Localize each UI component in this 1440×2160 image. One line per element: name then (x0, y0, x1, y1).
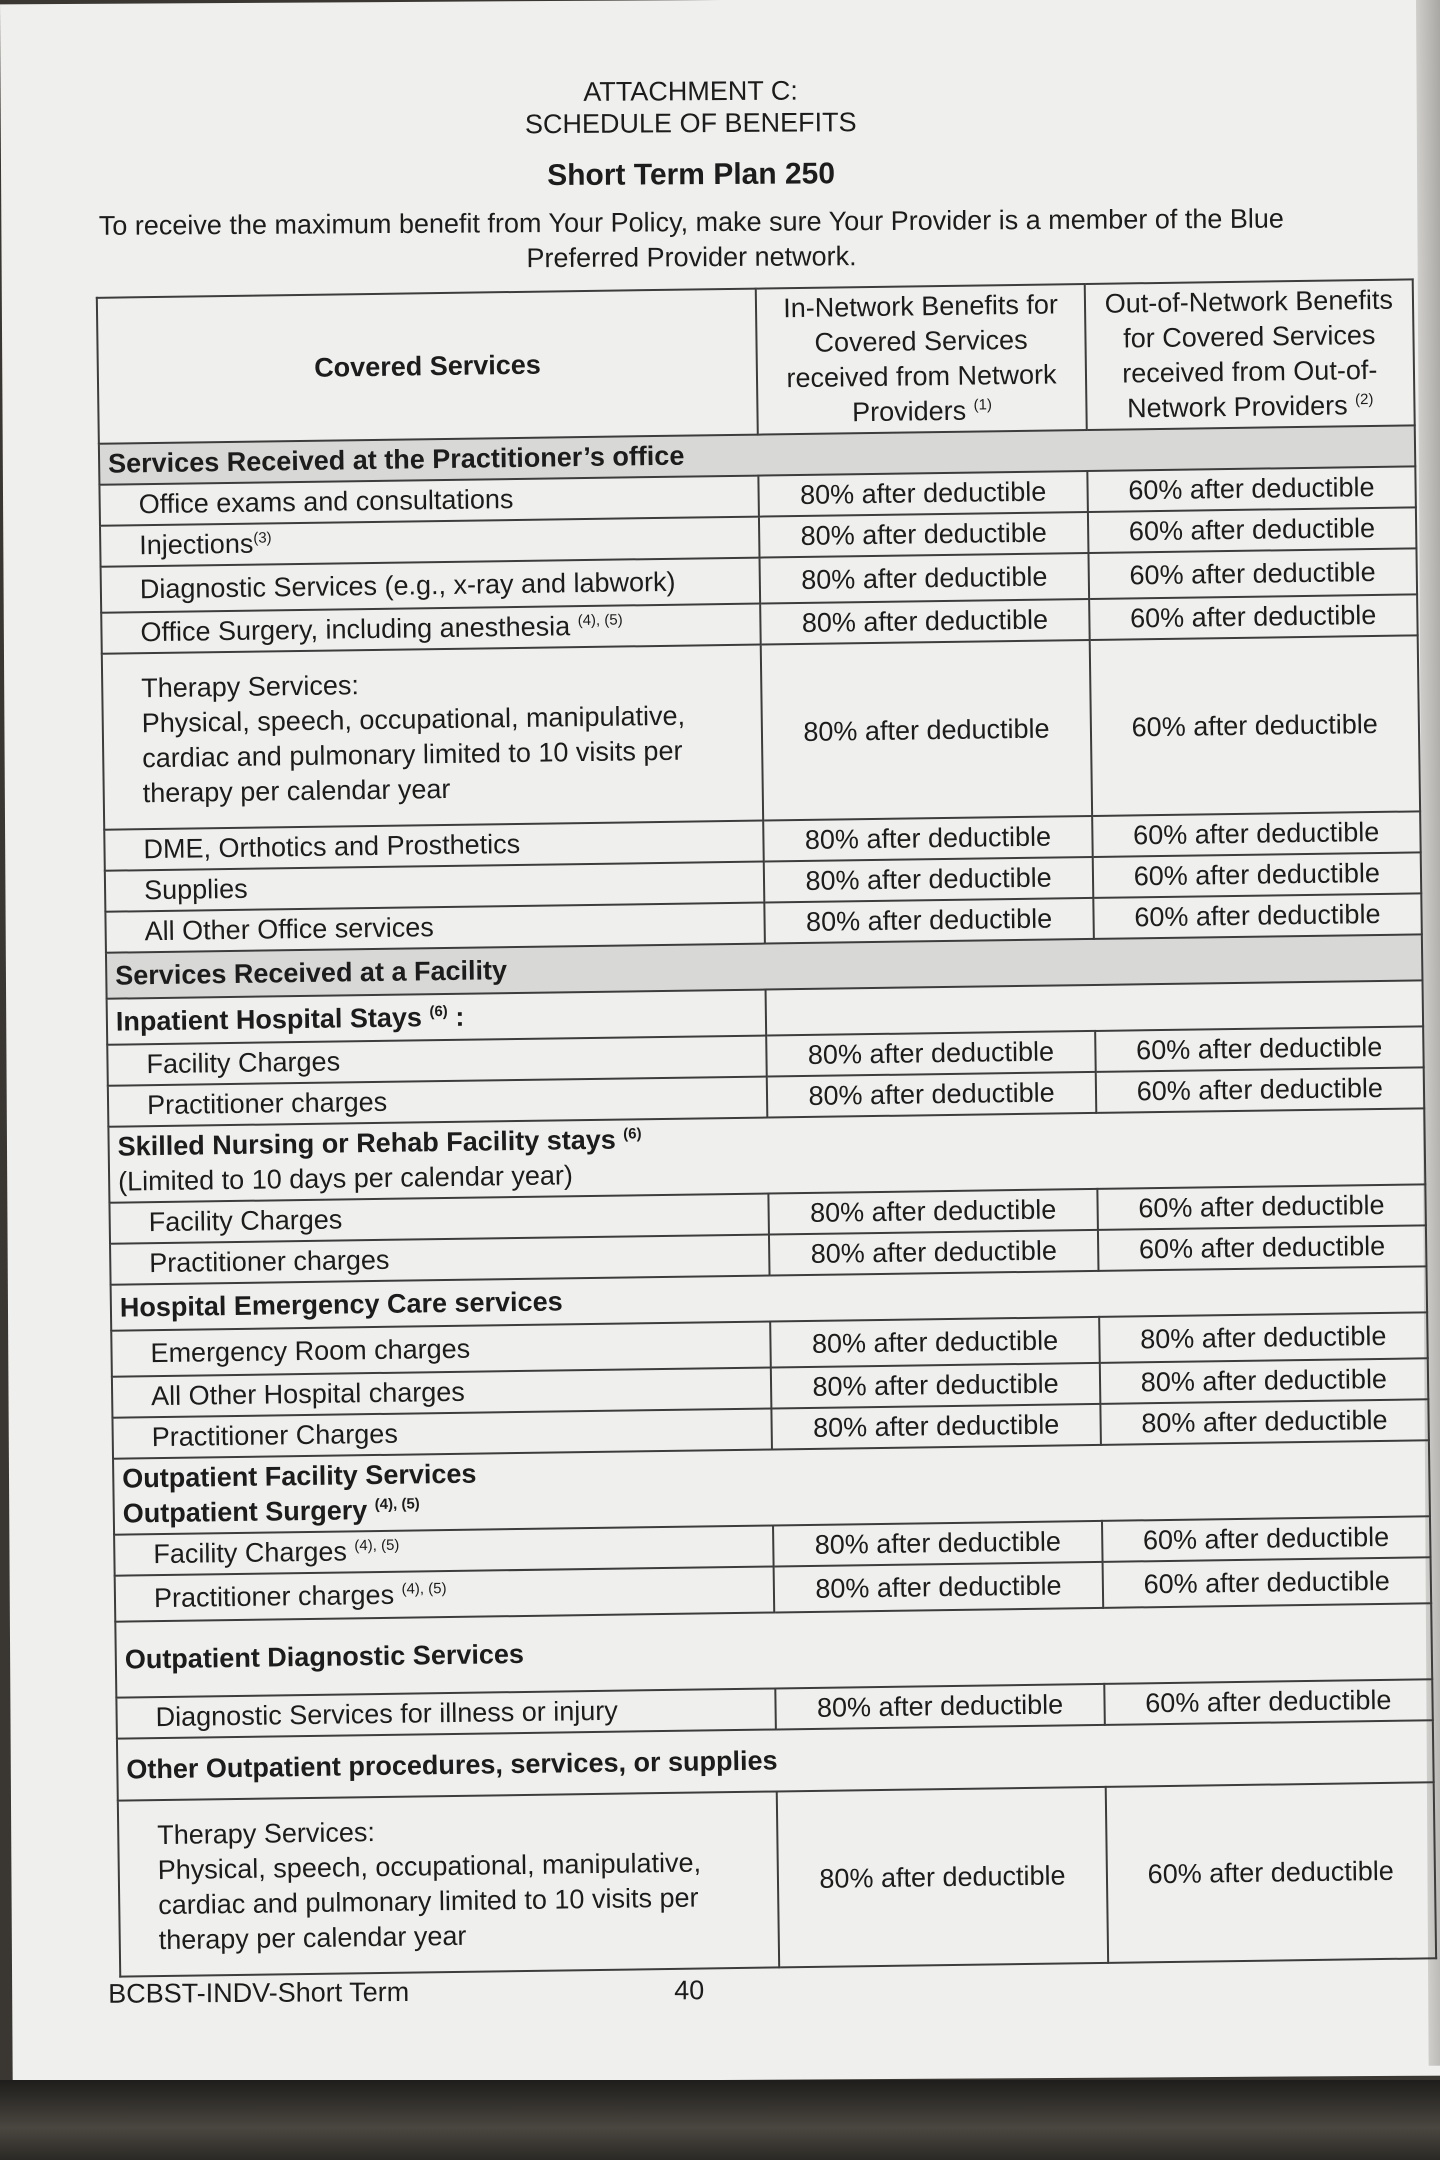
out-of-network-value: 60% after deductible (1095, 1026, 1424, 1072)
in-network-value: 80% after deductible (774, 1562, 1103, 1613)
subsection-outpatient-facility-text: Outpatient Facility Services (122, 1458, 477, 1494)
in-network-value: 80% after deductible (771, 1363, 1100, 1409)
out-of-network-value: 60% after deductible (1088, 548, 1417, 599)
in-network-value: 80% after deductible (769, 1189, 1098, 1235)
col-header-out-of-network (1084, 279, 1414, 430)
in-network-value: 80% after deductible (771, 1317, 1100, 1368)
in-network-value: 80% after deductible (759, 471, 1088, 517)
table-header-row (97, 279, 1415, 443)
in-network-value: 80% after deductible (777, 1787, 1108, 1968)
out-of-network-value: 80% after deductible (1099, 1358, 1428, 1404)
note-marker: (4), (5) (577, 611, 623, 630)
service-label: DME, Orthotics and Prosthetics (104, 821, 764, 871)
out-of-network-value: 60% after deductible (1089, 635, 1420, 816)
out-of-network-value: 60% after deductible (1088, 507, 1417, 553)
col-header-covered-services: Covered Services (97, 289, 758, 444)
service-label-text: Practitioner charges (153, 1579, 395, 1613)
out-of-network-value: 80% after deductible (1099, 1312, 1428, 1363)
subsection-emergency: Hospital Emergency Care services (111, 1266, 1428, 1330)
subsection-outpatient-diagnostic: Outpatient Diagnostic Services (115, 1603, 1432, 1697)
service-label-text: Injections (139, 528, 254, 561)
in-network-value: 80% after deductible (769, 1230, 1098, 1276)
service-label-text: Facility Charges (153, 1536, 348, 1570)
plan-title: Short Term Plan 250 (547, 157, 836, 193)
table-row (102, 635, 1420, 829)
service-label: Diagnostic Services for illness or injury (116, 1688, 776, 1738)
note-marker: (1) (973, 396, 992, 414)
table-row (118, 1782, 1436, 1976)
out-of-network-value: 60% after deductible (1097, 1184, 1426, 1230)
service-label-text: Office Surgery, including anesthesia (140, 611, 571, 648)
out-of-network-value: 60% after deductible (1098, 1225, 1427, 1271)
out-of-network-value: 60% after deductible (1105, 1782, 1436, 1963)
benefits-table (96, 278, 1437, 1977)
out-of-network-value: 60% after deductible (1093, 893, 1422, 939)
out-of-network-value: 80% after deductible (1100, 1399, 1429, 1445)
service-label (102, 645, 764, 830)
therapy-title: Therapy Services: (141, 670, 360, 704)
note-marker: (2) (1354, 390, 1374, 409)
subsection-outpatient-surgery-text: Outpatient Surgery (122, 1495, 368, 1529)
service-label: All Other Office services (105, 903, 765, 953)
in-network-value: 80% after deductible (765, 898, 1094, 944)
service-label: Practitioner charges (108, 1077, 768, 1127)
in-network-value: 80% after deductible (772, 1404, 1101, 1450)
schedule-heading: SCHEDULE OF BENEFITS (524, 107, 857, 140)
intro-paragraph: To receive the maximum benefit from Your Policy, make sure Your Provider is a member of the Blue Preferred Provider network. (98, 203, 1284, 274)
in-network-value: 80% after deductible (767, 1072, 1096, 1118)
service-label: Supplies (105, 862, 765, 912)
out-of-network-value: 60% after deductible (1092, 811, 1421, 857)
service-label: Practitioner charges (110, 1235, 770, 1285)
out-of-network-value: 60% after deductible (1089, 594, 1418, 640)
col-header-out-of-network-text: Out-of-Network Benefits for Covered Services received from Out-of-Network Providers (1104, 284, 1394, 424)
in-network-value: 80% after deductible (773, 1521, 1102, 1567)
note-marker: (3) (253, 529, 272, 547)
in-network-value: 80% after deductible (767, 1031, 1096, 1077)
col-header-in-network-text: In-Network Benefits for Covered Services received from Network Providers (783, 289, 1059, 428)
subsection-colon: : (447, 1001, 465, 1032)
service-label: Emergency Room charges (111, 1321, 771, 1376)
service-label: Practitioner Charges (112, 1408, 772, 1458)
in-network-value: 80% after deductible (760, 553, 1089, 604)
service-label: Facility Charges (109, 1194, 769, 1244)
note-marker: (4), (5) (374, 1495, 420, 1514)
attachment-heading: ATTACHMENT C: (583, 75, 798, 107)
out-of-network-value: 60% after deductible (1102, 1516, 1431, 1562)
in-network-value: 80% after deductible (776, 1684, 1105, 1730)
service-label (118, 1791, 780, 1976)
out-of-network-value: 60% after deductible (1087, 466, 1416, 512)
subsection-other-outpatient: Other Outpatient procedures, services, or supplies (117, 1720, 1434, 1800)
section-practitioner-office: Services Received at the Practitioner’s office (99, 425, 1415, 484)
in-network-value: 80% after deductible (761, 640, 1092, 821)
service-label: Facility Charges (107, 1036, 767, 1086)
out-of-network-value: 60% after deductible (1102, 1557, 1431, 1608)
snf-limit-text: (Limited to 10 days per calendar year) (117, 1160, 574, 1197)
in-network-value: 80% after deductible (761, 599, 1090, 645)
col-header-in-network (756, 284, 1086, 435)
out-of-network-value: 60% after deductible (1095, 1067, 1424, 1113)
subsection-inpatient-text: Inpatient Hospital Stays (115, 1001, 423, 1037)
service-label: All Other Hospital charges (112, 1367, 772, 1417)
in-network-value: 80% after deductible (764, 816, 1093, 862)
in-network-value: 80% after deductible (759, 512, 1088, 558)
service-label: Diagnostic Services (e.g., x-ray and labwork) (101, 558, 761, 613)
service-label: Office exams and consultations (99, 476, 759, 526)
section-facility: Services Received at a Facility (106, 934, 1423, 998)
note-marker: (4), (5) (401, 1579, 447, 1598)
out-of-network-value: 60% after deductible (1092, 852, 1421, 898)
subsection-snf-text: Skilled Nursing or Rehab Facility stays (117, 1124, 616, 1162)
out-of-network-value: 60% after deductible (1104, 1679, 1433, 1725)
background-surface (0, 2080, 1440, 2160)
note-marker: (6) (623, 1125, 642, 1143)
note-marker: (6) (429, 1002, 448, 1020)
therapy-description: Physical, speech, occupational, manipulative, cardiac and pulmonary limited to 10 visits per therapy per calendar year (141, 700, 686, 809)
therapy-title: Therapy Services: (157, 1817, 376, 1851)
note-marker: (4), (5) (354, 1536, 400, 1555)
footer-document-id: BCBST-INDV-Short Term (108, 1976, 410, 2009)
therapy-description: Physical, speech, occupational, manipulative, cardiac and pulmonary limited to 10 visits per therapy per calendar year (157, 1847, 702, 1956)
in-network-value: 80% after deductible (764, 857, 1093, 903)
footer-page-number: 40 (674, 1975, 705, 2006)
